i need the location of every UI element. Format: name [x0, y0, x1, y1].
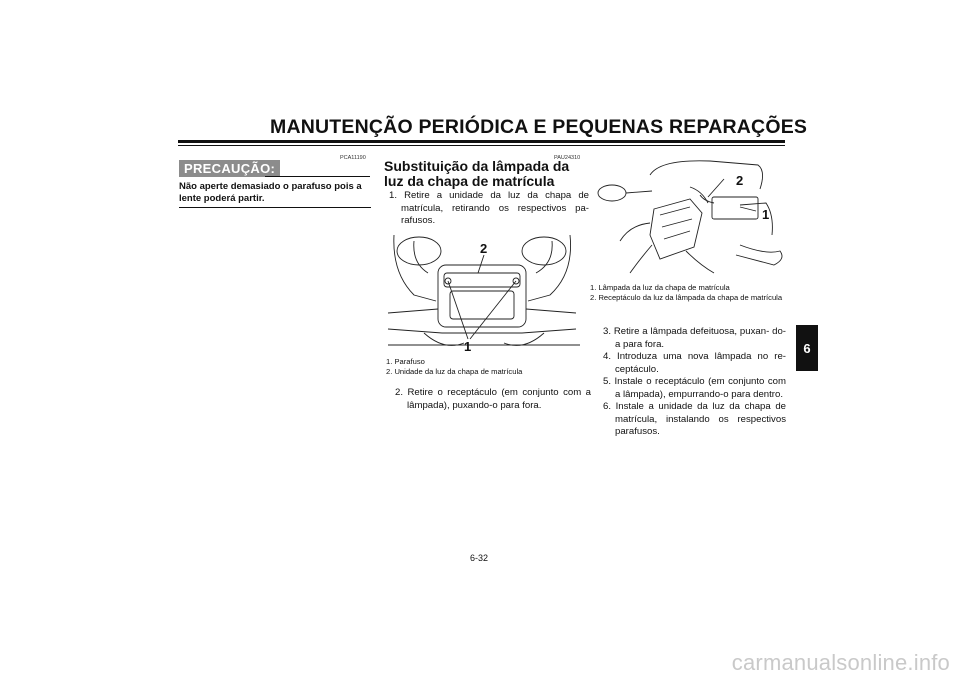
figure2-callout-1: 1 — [762, 207, 770, 222]
figure1-callout-2: 2 — [480, 241, 488, 256]
section-heading: Substituição da lâmpada da luz da chapa de matrícula — [384, 158, 570, 189]
figure1-callout-1: 1 — [464, 339, 472, 354]
caution-badge: PRECAUÇÃO: — [179, 160, 280, 177]
step-1: 1. Retire a unidade da luz da chapa de matrícula, retirando os respectivos pa- rafusos. — [389, 190, 589, 226]
title-rule — [178, 140, 785, 143]
title-rule-thin — [178, 145, 785, 146]
figure2-callout-2: 2 — [736, 173, 744, 188]
figure1-caption-2: 2. Unidade da luz da chapa de matrícula — [386, 367, 523, 376]
steps-right — [603, 326, 786, 439]
license-plate-light-figure — [384, 233, 580, 355]
step-6: 6. Instale a unidade da luz da chapa de matrícula, instalando os respectivos parafusos. — [603, 401, 786, 437]
figure1-captions — [386, 357, 582, 377]
figure2-caption-2: 2. Receptáculo da luz da lâmpada da chapa de matrícula — [590, 293, 783, 302]
section-code: PAU24310 — [554, 155, 581, 161]
chapter-tab — [796, 325, 818, 371]
step-3: 3. Retire a lâmpada defeituosa, puxan- do-a para fora. — [603, 326, 786, 350]
chapter-number: 6 — [803, 340, 811, 356]
step-5: 5. Instale o receptáculo (em conjunto com a lâmpada), empurrando-o para dentro. — [603, 376, 786, 400]
caution-rule — [265, 176, 370, 177]
watermark-link[interactable]: carmanualsonline.info — [731, 650, 950, 675]
caution-code: PCA11190 — [340, 155, 366, 161]
bulb-socket-figure — [590, 155, 786, 277]
caution-bottom-rule — [179, 207, 371, 208]
step-4: 4. Introduza uma nova lâmpada no re- ceptáculo. — [603, 351, 786, 375]
page-title: MANUTENÇÃO PERIÓDICA E PEQUENAS REPARAÇÕES — [270, 116, 808, 138]
figure2-caption-1: 1. Lâmpada da luz da chapa de matrícula — [590, 283, 730, 292]
step-2: 2. Retire o receptáculo (em conjunto com a lâmpada), puxando-o para fora. — [395, 387, 591, 411]
caution-text: Não aperte demasiado o parafuso pois a lente poderá partir. — [179, 181, 362, 204]
figure2-captions — [590, 283, 786, 303]
figure1-caption-1: 1. Parafuso — [386, 357, 425, 366]
page-number: 6-32 — [469, 553, 488, 563]
